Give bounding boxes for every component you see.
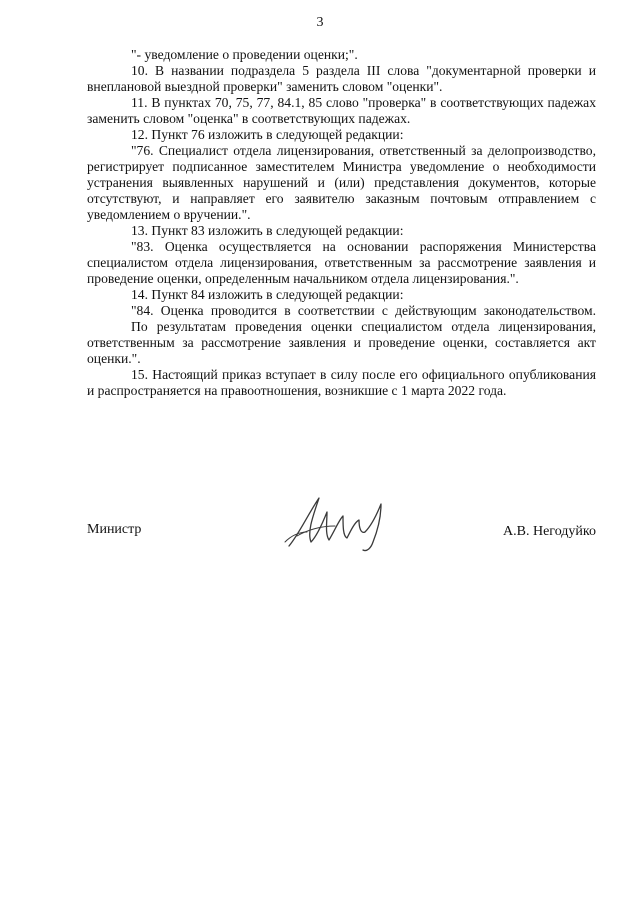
page-number: 3 — [316, 15, 324, 30]
paragraph-point-76: "76. Специалист отдела лицензирования, ответственный за делопроизводство, регистрирует подписанное заместителем Министра уведомление о необходимости устранения выявленных нарушений и (или) представления документов, которые отсутствуют, и направляет его заявителю заказным почтовым отправлением с уведомлением о вручении.". — [87, 143, 596, 222]
paragraph-point-84-results: По результатам проведения оценки специалистом отдела лицензирования, ответственным за рассмотрение заявления и проведение оценки, составляется акт оценки.". — [87, 319, 596, 366]
paragraph-item-10: 10. В названии подраздела 5 раздела III слова "документарной проверки и внеплановой выездной проверки" заменить словом "оценки". — [87, 63, 596, 94]
signature-block — [87, 519, 596, 579]
paragraph-point-83: "83. Оценка осуществляется на основании распоряжения Министерства специалистом отдела лицензирования, ответственным за рассмотрение заявления и проведение оценки, определенным начальником отдела лицензирования.". — [87, 239, 596, 286]
paragraph-point-84: "84. Оценка проводится в соответствии с действующим законодательством. — [131, 303, 596, 318]
paragraph-item-11: 11. В пунктах 70, 75, 77, 84.1, 85 слово "проверка" в соответствующих падежах заменить словом "оценка" в соответствующих падежах. — [87, 95, 596, 126]
paragraph-quote-item: "- уведомление о проведении оценки;". — [131, 47, 358, 62]
signatory-title: Министр — [87, 522, 142, 537]
signatory-name: А.В. Негодуйко — [503, 524, 596, 539]
paragraph-item-15: 15. Настоящий приказ вступает в силу после его официального опубликования и распространяется на правоотношения, возникшие с 1 марта 2022 года. — [87, 367, 596, 398]
document-body — [87, 47, 596, 399]
paragraph-item-14: 14. Пункт 84 изложить в следующей редакции: — [131, 287, 404, 302]
paragraph-item-13: 13. Пункт 83 изложить в следующей редакции: — [131, 223, 404, 238]
handwritten-signature — [277, 486, 397, 556]
paragraph-item-12: 12. Пункт 76 изложить в следующей редакции: — [131, 127, 404, 142]
